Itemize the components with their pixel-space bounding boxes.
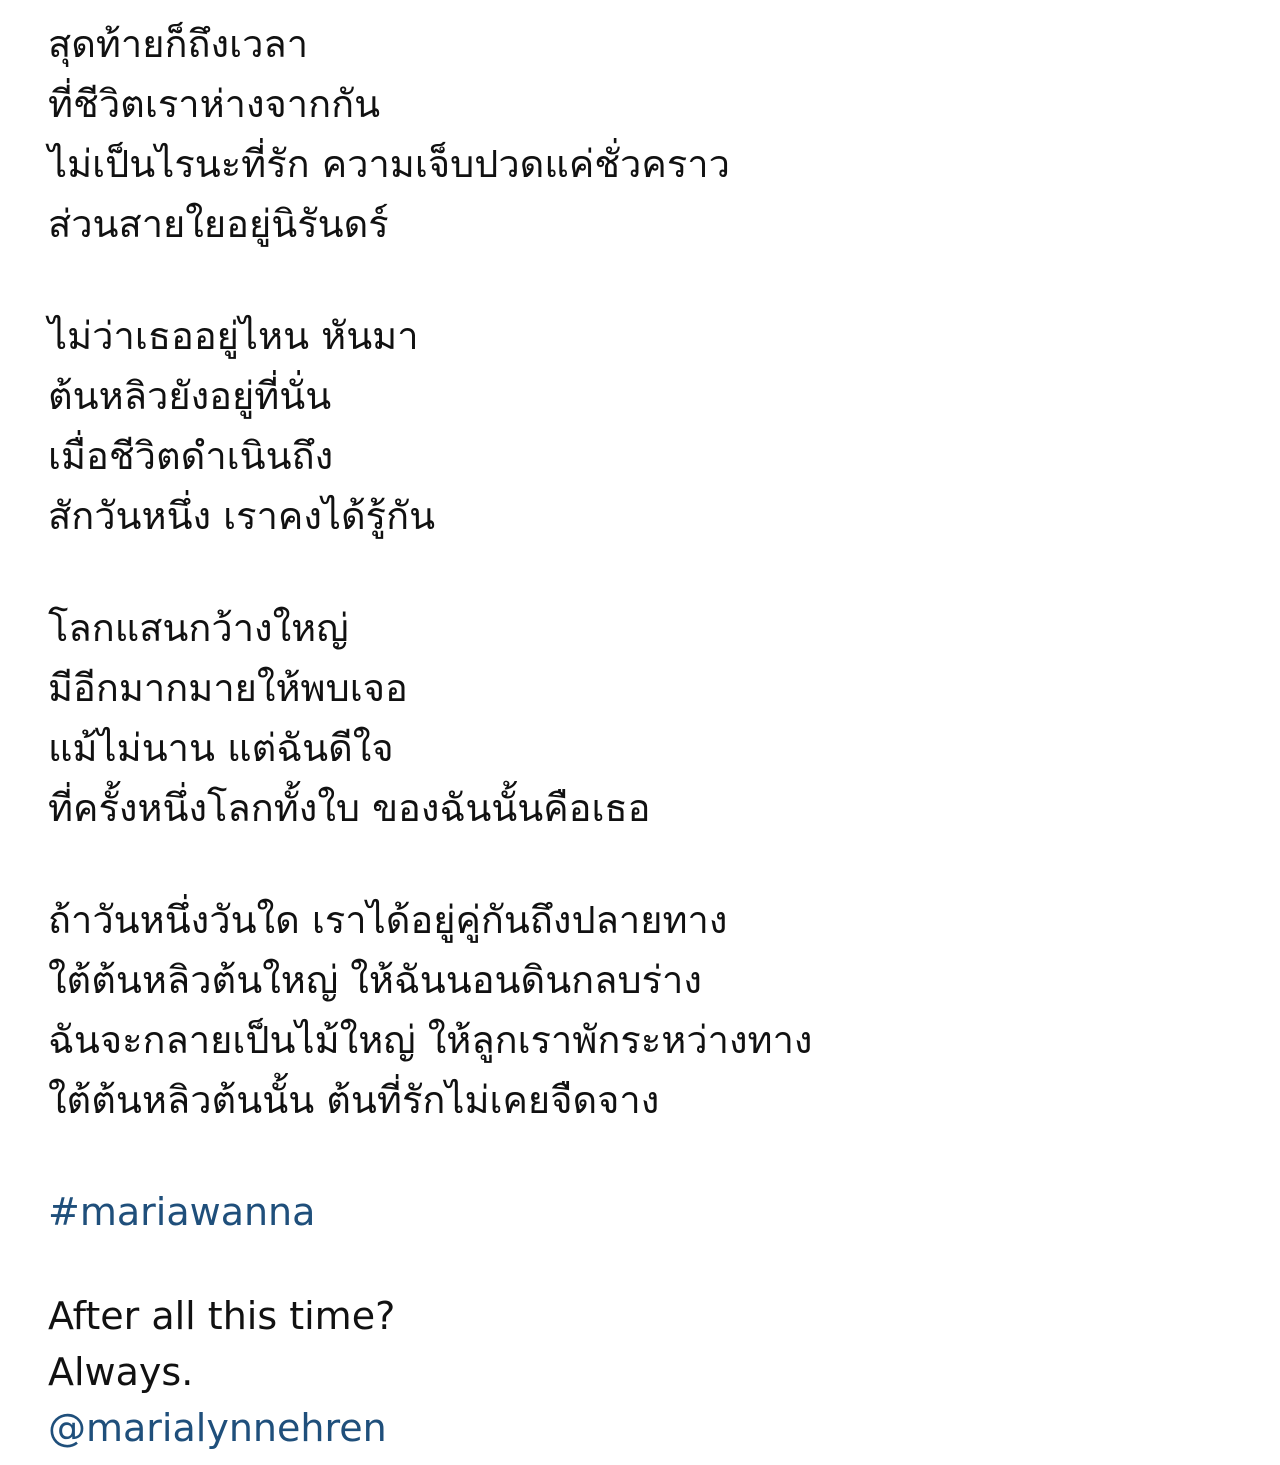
lyric-line: ถ้าวันหนึ่งวันใด เราได้อยู่คู่กันถึงปลายทาง <box>48 898 728 942</box>
lyric-line: แม้ไม่นาน แต่ฉันดีใจ <box>48 726 394 770</box>
lyric-line: ต้นหลิวยังอยู่ที่นั่น <box>48 374 332 418</box>
post-caption <box>48 14 1248 1456</box>
lyric-line: โลกแสนกว้างใหญ่ <box>48 606 349 650</box>
lyric-line: สุดท้ายก็ถึงเวลา <box>48 22 309 66</box>
lyrics-stanza-4 <box>48 890 1248 1130</box>
lyric-line: ที่ครั้งหนึ่งโลกทั้งใบ ของฉันนั้นคือเธอ <box>48 786 651 830</box>
mention-link[interactable]: @marialynnehren <box>48 1406 387 1450</box>
hashtag-link[interactable]: #mariawanna <box>48 1190 316 1234</box>
lyric-line: ส่วนสายใยอยู่นิรันดร์ <box>48 202 389 246</box>
lyrics-stanza-3 <box>48 598 1248 838</box>
lyric-line: ที่ชีวิตเราห่างจากกัน <box>48 82 381 126</box>
lyrics-stanza-1 <box>48 14 1248 254</box>
lyric-line: ใต้ต้นหลิวต้นใหญ่ ให้ฉันนอนดินกลบร่าง <box>48 958 702 1002</box>
lyric-line: มีอีกมากมายให้พบเจอ <box>48 666 408 710</box>
english-line: After all this time? <box>48 1294 396 1338</box>
lyric-line: สักวันหนึ่ง เราคงได้รู้กัน <box>48 494 436 538</box>
lyrics-stanza-2 <box>48 306 1248 546</box>
english-line: Always. <box>48 1350 194 1394</box>
lyric-line: ไม่เป็นไรนะที่รัก ความเจ็บปวดแค่ชั่วคราว <box>48 142 730 186</box>
lyric-line: ฉันจะกลายเป็นไม้ใหญ่ ให้ลูกเราพักระหว่างทาง <box>48 1018 813 1062</box>
lyric-line: ใต้ต้นหลิวต้นนั้น ต้นที่รักไม่เคยจืดจาง <box>48 1078 660 1122</box>
lyric-line: ไม่ว่าเธออยู่ไหน หันมา <box>48 314 419 358</box>
lyric-line: เมื่อชีวิตดำเนินถึง <box>48 434 334 478</box>
